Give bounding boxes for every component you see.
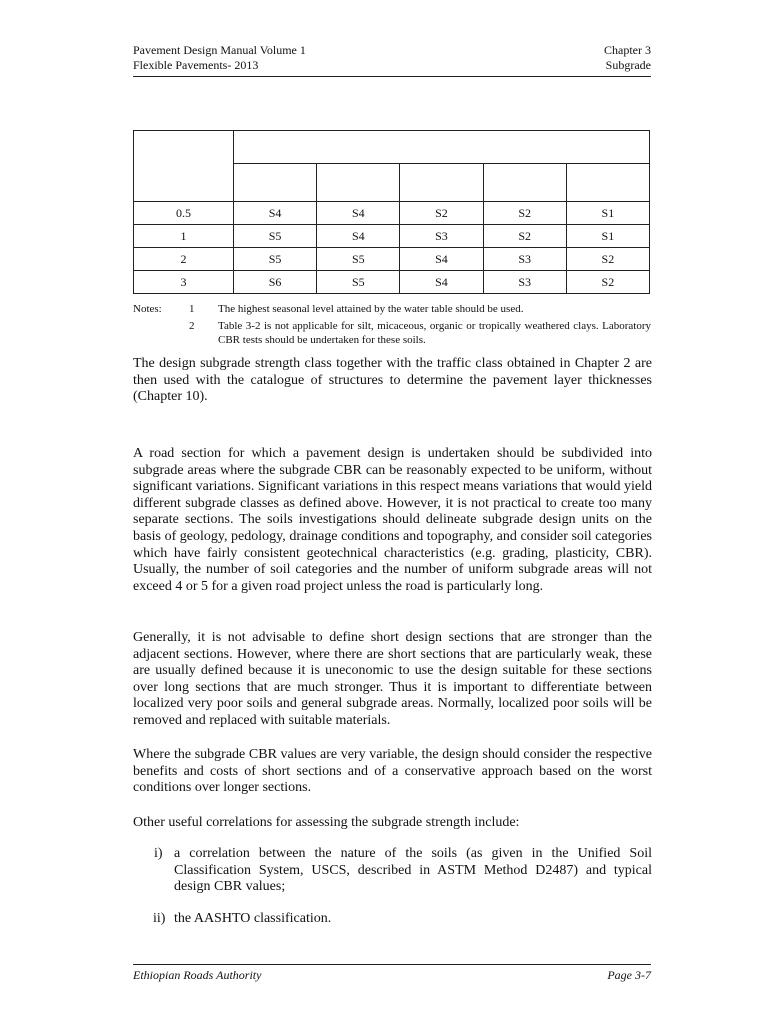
table-row [134, 271, 650, 294]
list-text: a correlation between the nature of the soils (as given in the Unified Soil Classification System, USCS, described in ASTM Method D2487) and typical design CBR values; [174, 846, 652, 895]
note-item [133, 319, 651, 347]
paragraph: Where the subgrade CBR values are very variable, the design should consider the respective benefits and costs of short sections and of a conservative approach based on the worst conditions over longer sections. [133, 747, 652, 796]
page-footer [133, 964, 651, 982]
depth-cell: 2 [134, 248, 234, 271]
note-text: The highest seasonal level attained by the water table should be used. [218, 303, 524, 315]
depth-cell: 3 [134, 271, 234, 294]
depth-cell: 1 [134, 225, 234, 248]
manual-subtitle: Flexible Pavements- 2013 [133, 58, 259, 72]
list-marker: i) [154, 846, 163, 861]
note-number: 1 [189, 303, 195, 315]
section-label: Subgrade [605, 58, 651, 72]
paragraph: Other useful correlations for assessing the subgrade strength include: [133, 815, 520, 830]
paragraph: The design subgrade strength class together with the traffic class obtained in Chapter 2 are then used with the catalogue of structures to determine the pavement layer thicknesses (Chapter 10). [133, 356, 652, 405]
class-cell: S3 [400, 225, 483, 248]
class-cell: S4 [400, 248, 483, 271]
class-cell: S4 [317, 202, 400, 225]
class-cell: S5 [317, 271, 400, 294]
note-text: Table 3-2 is not applicable for silt, micaceous, organic or tropically weathered clays. Laboratory CBR tests should be undertaken for these soils. [218, 320, 651, 346]
class-cell: S2 [400, 202, 483, 225]
class-cell: S5 [234, 225, 317, 248]
note-number: 2 [189, 320, 195, 332]
footer-org: Ethiopian Roads Authority [133, 968, 262, 982]
class-cell: S4 [317, 225, 400, 248]
page-number: Page 3-7 [607, 968, 651, 982]
table-notes [133, 302, 651, 347]
class-cell: S2 [566, 271, 649, 294]
table-row [134, 248, 650, 271]
depth-cell: 0.5 [134, 202, 234, 225]
note-item [133, 302, 651, 316]
paragraph: A road section for which a pavement design is undertaken should be subdivided into subgrade areas where the subgrade CBR can be reasonably expected to be uniform, without significant variations. Significant variations in this respect means variations that would yield different subgrade classes as defined above. However, it is not practical to create too many separate sections. The soils investigations should delineate subgrade design units on the basis of geology, pedology, drainage conditions and topography, and consider soil categories which have fairly consistent geotechnical characteristics (e.g. grading, plasticity, CBR). Usually, the number of soil categories and the number of uniform subgrade areas will not exceed 4 or 5 for a given road project unless the road is particularly long. [133, 446, 652, 594]
header-left [133, 43, 306, 73]
paragraph: Generally, it is not advisable to define short design sections that are stronger than the adjacent sections. However, where there are short sections that are particularly weak, these are usually defined because it is uneconomic to use the design suitable for these sections over long sections that are much stronger. Thus it is important to differentiate between localized very poor soils and general subgrade areas. Normally, localized poor soils will be removed and replaced with suitable materials. [133, 630, 652, 728]
class-cell: S1 [566, 202, 649, 225]
manual-title: Pavement Design Manual Volume 1 [133, 43, 306, 57]
table-row [134, 202, 650, 225]
class-cell: S3 [483, 248, 566, 271]
list-item [154, 846, 652, 896]
header-cell [566, 164, 649, 202]
class-cell: S5 [234, 248, 317, 271]
class-cell: S5 [317, 248, 400, 271]
class-cell: S2 [483, 202, 566, 225]
header-cell [317, 164, 400, 202]
class-cell: S4 [234, 202, 317, 225]
header-cell [400, 164, 483, 202]
header-right [604, 43, 651, 73]
class-cell: S4 [400, 271, 483, 294]
class-cell: S1 [566, 225, 649, 248]
list-item [153, 911, 652, 928]
subgrade-class-table [133, 130, 650, 294]
list-marker: ii) [153, 911, 166, 926]
class-cell: S2 [483, 225, 566, 248]
header-cell [234, 164, 317, 202]
class-cell: S3 [483, 271, 566, 294]
chapter-label: Chapter 3 [604, 43, 651, 57]
list-text: the AASHTO classification. [174, 911, 332, 926]
class-cell: S2 [566, 248, 649, 271]
table-header-row [134, 131, 650, 164]
page-header [133, 43, 651, 77]
table-row [134, 225, 650, 248]
header-cell [234, 131, 650, 164]
class-cell: S6 [234, 271, 317, 294]
header-cell [483, 164, 566, 202]
notes-label: Notes: [133, 303, 162, 315]
header-cell [134, 131, 234, 202]
